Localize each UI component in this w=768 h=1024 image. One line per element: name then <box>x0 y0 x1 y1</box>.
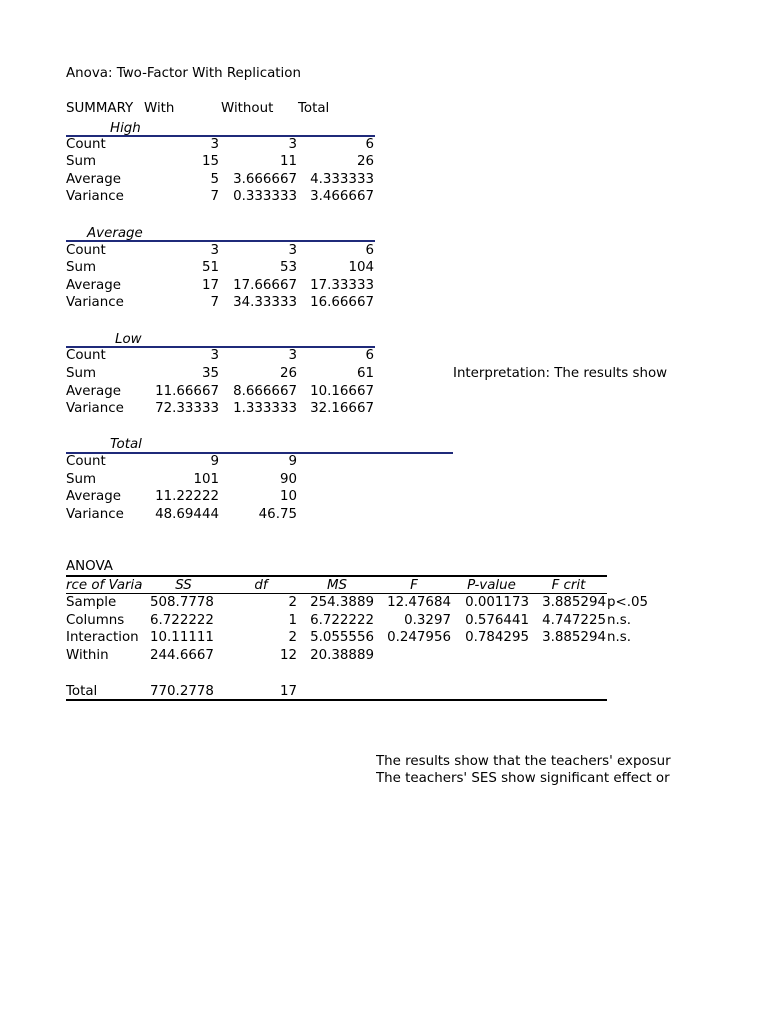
cell-ms: 6.722222 <box>310 613 374 628</box>
cell: 17.33333 <box>310 278 374 293</box>
cell: 5 <box>210 172 219 187</box>
summary-label: SUMMARY <box>66 101 134 116</box>
anova-header-f: F <box>410 578 418 593</box>
cell-p: 0.784295 <box>465 630 529 645</box>
anova-header-df: df <box>254 578 268 593</box>
cell-ms: 20.38889 <box>310 648 374 663</box>
cell-fcrit: 3.885294 <box>542 595 606 610</box>
cell: 3 <box>210 243 219 258</box>
cell: 1.333333 <box>233 401 297 416</box>
cell-fcrit: 3.885294 <box>542 630 606 645</box>
row-label: Count <box>66 348 106 363</box>
cell: 3 <box>210 137 219 152</box>
row-label: Sum <box>66 366 97 381</box>
cell: 3.466667 <box>310 189 374 204</box>
cell: 101 <box>193 472 219 487</box>
cell: 72.33333 <box>155 401 219 416</box>
cell-df: 1 <box>288 613 297 628</box>
cell-p: 0.576441 <box>465 613 529 628</box>
cell: 4.333333 <box>310 172 374 187</box>
cell-p: 0.001173 <box>465 595 529 610</box>
cell-ss: 6.722222 <box>150 613 214 628</box>
row-label: Within <box>66 648 109 663</box>
anova-header-pvalue: P-value <box>467 578 516 593</box>
row-label: Interaction <box>66 630 139 645</box>
cell-ss: 770.2778 <box>150 684 214 699</box>
row-label: Average <box>66 278 121 293</box>
cell-note: n.s. <box>607 630 631 645</box>
row-label: Count <box>66 454 106 469</box>
conclusion-line-1: The results show that the teachers' exposur <box>376 754 671 769</box>
cell: 35 <box>201 366 219 381</box>
cell: 7 <box>210 295 219 310</box>
group-title-low: Low <box>115 332 142 347</box>
cell: 9 <box>288 454 297 469</box>
cell: 15 <box>201 154 219 169</box>
col-header-total: Total <box>298 101 330 116</box>
row-label: Average <box>66 172 121 187</box>
cell: 3.666667 <box>233 172 297 187</box>
cell-f: 0.3297 <box>404 613 451 628</box>
cell: 90 <box>279 472 297 487</box>
cell-ms: 254.3889 <box>310 595 374 610</box>
cell: 46.75 <box>258 507 297 522</box>
cell: 11.66667 <box>155 384 219 399</box>
cell: 7 <box>210 189 219 204</box>
cell: 3 <box>210 348 219 363</box>
cell-df: 2 <box>288 595 297 610</box>
row-label: Variance <box>66 401 124 416</box>
cell-ms: 5.055556 <box>310 630 374 645</box>
cell: 3 <box>288 137 297 152</box>
cell: 6 <box>365 137 374 152</box>
cell: 48.69444 <box>155 507 219 522</box>
row-label: Variance <box>66 507 124 522</box>
cell: 6 <box>365 243 374 258</box>
col-header-with: With <box>144 101 175 116</box>
cell-df: 12 <box>279 648 297 663</box>
cell: 10.16667 <box>310 384 374 399</box>
cell: 16.66667 <box>310 295 374 310</box>
cell: 17 <box>201 278 219 293</box>
cell-df: 17 <box>279 684 297 699</box>
row-label: Sum <box>66 472 97 487</box>
cell: 104 <box>348 260 374 275</box>
cell-note: p<.05 <box>607 595 649 610</box>
cell: 32.16667 <box>310 401 374 416</box>
cell: 3 <box>288 348 297 363</box>
row-label: Sum <box>66 260 97 275</box>
cell: 11.22222 <box>155 489 219 504</box>
row-label: Sample <box>66 595 117 610</box>
anova-header-ss: SS <box>175 578 192 593</box>
anova-label: ANOVA <box>66 559 113 574</box>
row-label: Count <box>66 243 106 258</box>
col-header-without: Without <box>221 101 274 116</box>
row-label: Average <box>66 489 121 504</box>
cell: 17.66667 <box>233 278 297 293</box>
interpretation-text: Interpretation: The results show <box>453 366 668 381</box>
row-label: Count <box>66 137 106 152</box>
row-label: Columns <box>66 613 125 628</box>
anova-header-ms: MS <box>326 578 348 593</box>
cell-df: 2 <box>288 630 297 645</box>
cell-f: 0.247956 <box>387 630 451 645</box>
cell-ss: 508.7778 <box>150 595 214 610</box>
cell-f: 12.47684 <box>387 595 451 610</box>
row-label: Variance <box>66 295 124 310</box>
cell: 10 <box>279 489 297 504</box>
cell-fcrit: 4.747225 <box>542 613 606 628</box>
cell: 34.33333 <box>233 295 297 310</box>
cell: 0.333333 <box>233 189 297 204</box>
row-label: Variance <box>66 189 124 204</box>
anova-header-source: rce of Varia <box>66 578 143 593</box>
group-title-high: High <box>110 121 141 136</box>
row-label: Total <box>66 684 98 699</box>
cell: 26 <box>356 154 374 169</box>
cell-note: n.s. <box>607 613 631 628</box>
anova-header-fcrit: F crit <box>551 578 586 593</box>
cell: 26 <box>279 366 297 381</box>
group-title-average: Average <box>87 226 143 241</box>
cell-ss: 10.11111 <box>150 630 214 645</box>
anova-bottom-rule <box>66 699 607 701</box>
conclusion-line-2: The teachers' SES show significant effect or <box>376 771 670 786</box>
group-title-total: Total <box>110 437 142 452</box>
row-label: Average <box>66 384 121 399</box>
cell: 53 <box>279 260 297 275</box>
cell: 11 <box>279 154 297 169</box>
cell: 3 <box>288 243 297 258</box>
cell: 6 <box>365 348 374 363</box>
cell: 51 <box>201 260 219 275</box>
cell: 8.666667 <box>233 384 297 399</box>
cell: 61 <box>356 366 374 381</box>
cell: 9 <box>210 454 219 469</box>
row-label: Sum <box>66 154 97 169</box>
cell-ss: 244.6667 <box>150 648 214 663</box>
sheet-title: Anova: Two-Factor With Replication <box>66 66 301 81</box>
